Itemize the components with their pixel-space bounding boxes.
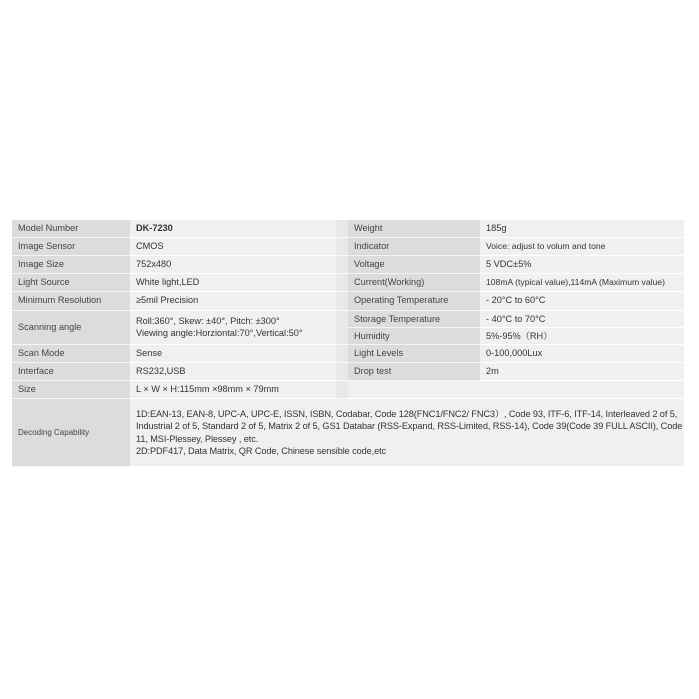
empty-cell xyxy=(348,381,480,399)
column-gap xyxy=(336,220,348,238)
spec-label-size: Size xyxy=(12,381,130,399)
decoding-1d-list: 1D:EAN-13, EAN-8, UPC-A, UPC-E, ISSN, ISBN, Codabar, Code 128(FNC1/FNC2/ FNC3）, Code 93, ITF-6, ITF-14, Interleaved 2 of 5, Industrial 2 of 5, Standard 2 of 5, Matrix 2 of 5, GS1 Databar (RSS-Expand, RSS-Limited, RSS-14), Code 39(Code 39 FULL ASCII), Code 11, MSI-Plessey, Plessey , etc. xyxy=(136,408,683,444)
spec-row xyxy=(12,220,684,238)
spec-value-voltage: 5 VDC±5% xyxy=(480,256,684,274)
column-gap xyxy=(336,311,348,345)
column-gap xyxy=(336,381,348,399)
spec-label-current: Current(Working) xyxy=(348,274,480,292)
spec-row xyxy=(12,381,684,399)
spec-label-image-sensor: Image Sensor xyxy=(12,238,130,256)
spec-label-weight: Weight xyxy=(348,220,480,238)
spec-row xyxy=(12,311,684,345)
spec-value-scan-mode: Sense xyxy=(130,345,336,363)
spec-value-light-source: White light,LED xyxy=(130,274,336,292)
spec-value-model-number: DK-7230 xyxy=(130,220,336,238)
spec-label-interface: Interface xyxy=(12,363,130,381)
scanning-angle-line-1: Roll:360°, Skew: ±40°, Pitch: ±300° xyxy=(136,316,280,326)
spec-value-stack xyxy=(480,311,684,345)
spec-label-light-levels: Light Levels xyxy=(348,345,480,363)
spec-value-indicator: Voice: adjust to volum and tone xyxy=(480,238,684,256)
column-gap xyxy=(336,292,348,311)
column-gap xyxy=(336,256,348,274)
decoding-2d-list: 2D:PDF417, Data Matrix, QR Code, Chinese sensible code,etc xyxy=(136,445,387,456)
spec-label-scanning-angle: Scanning angle xyxy=(12,311,130,345)
spec-value-storage-temperature: - 40°C to 70°C xyxy=(480,311,684,328)
spec-label-storage-temperature: Storage Temperature xyxy=(348,311,480,328)
column-gap xyxy=(336,238,348,256)
column-gap xyxy=(336,363,348,381)
spec-label-stack xyxy=(348,311,480,345)
spec-row xyxy=(12,238,684,256)
spec-label-drop-test: Drop test xyxy=(348,363,480,381)
spec-value-drop-test: 2m xyxy=(480,363,684,381)
spec-value-image-sensor: CMOS xyxy=(130,238,336,256)
spec-value-interface: RS232,USB xyxy=(130,363,336,381)
spec-value-light-levels: 0-100,000Lux xyxy=(480,345,684,363)
spec-label-voltage: Voltage xyxy=(348,256,480,274)
spec-value-size: L × W × H:115mm ×98mm × 79mm xyxy=(130,381,336,399)
spec-value-scanning-angle xyxy=(130,311,336,345)
spec-row-decoding xyxy=(12,399,684,467)
spec-value-operating-temperature: - 20°C to 60°C xyxy=(480,292,684,311)
spec-row xyxy=(12,292,684,311)
spec-value-current: 108mA (typical value),114mA (Maximum value) xyxy=(480,274,684,292)
empty-cell xyxy=(480,381,684,399)
specification-table xyxy=(12,220,684,467)
spec-label-image-size: Image Size xyxy=(12,256,130,274)
spec-value-humidity: 5%-95%（RH） xyxy=(486,331,553,341)
column-gap xyxy=(336,274,348,292)
scanning-angle-line-2: Viewing angle:Horziontal:70°,Vertical:50° xyxy=(136,327,303,338)
spec-label-scan-mode: Scan Mode xyxy=(12,345,130,363)
spec-label-model-number: Model Number xyxy=(12,220,130,238)
spec-label-decoding-capability: Decoding Capability xyxy=(12,399,130,467)
spec-value-image-size: 752x480 xyxy=(130,256,336,274)
spec-row xyxy=(12,345,684,363)
spec-label-humidity: Humidity xyxy=(354,331,390,341)
spec-label-minimum-resolution: Minimum Resolution xyxy=(12,292,130,311)
spec-value-weight: 185g xyxy=(480,220,684,238)
spec-row xyxy=(12,363,684,381)
spec-label-operating-temperature: Operating Temperature xyxy=(348,292,480,311)
column-gap xyxy=(336,345,348,363)
spec-row xyxy=(12,256,684,274)
spec-label-light-source: Light Source xyxy=(12,274,130,292)
spec-row xyxy=(12,274,684,292)
spec-value-minimum-resolution: ≥5mil Precision xyxy=(130,292,336,311)
spec-label-indicator: Indicator xyxy=(348,238,480,256)
spec-value-decoding-capability xyxy=(130,399,684,467)
